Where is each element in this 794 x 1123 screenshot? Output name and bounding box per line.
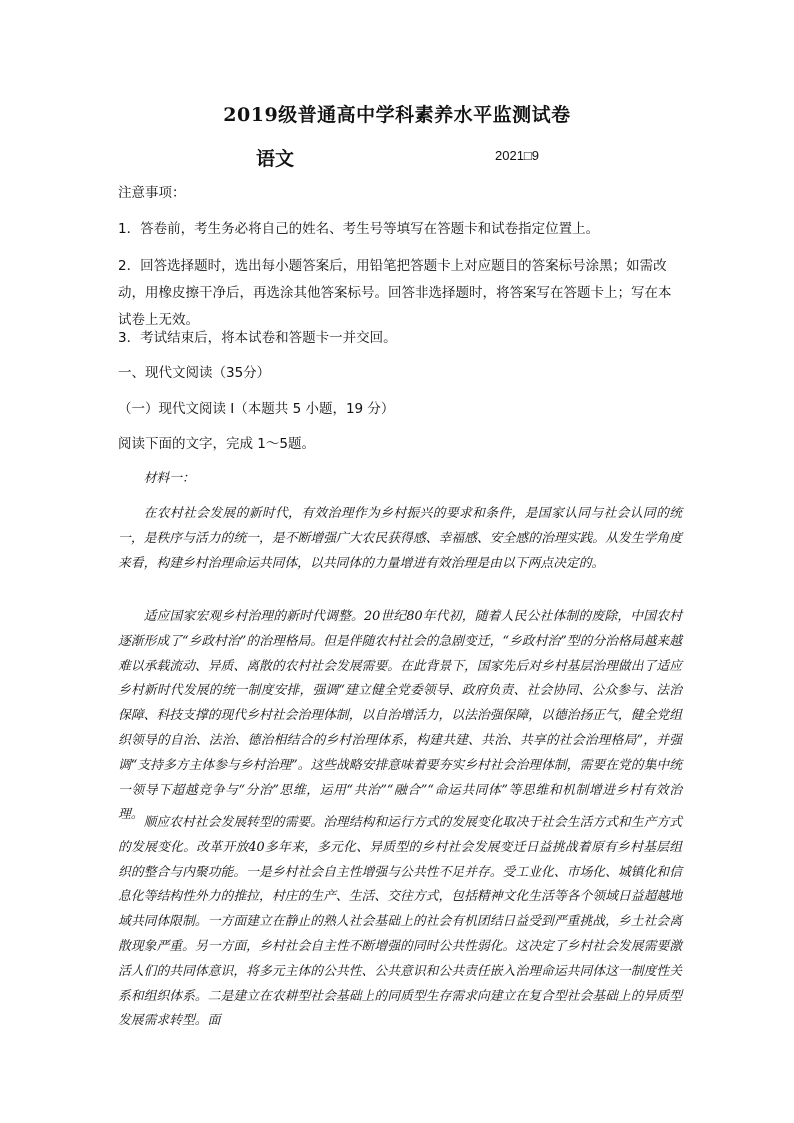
note-item-1: 1．答卷前，考生务必将自己的姓名、考生号等填写在答题卡和试卷指定位置上。 [118,221,600,237]
material-paragraph: 适应国家宏观乡村治理的新时代调整。20世纪80年代初，随着人民公社体制的废除，中国农村逐渐形成了“乡政村治”的治理格局。但是伴随农村社会的急剧变迁，“乡政村治”型的分治格局越来越难以承载流动、异质、离散的农村社会发展需要。在此背景下，国家先后对乡村基层治理做出了适应乡村新时代发展的统一制度安排，强调“建立健全党委领导、政府负责、社会协同、公众参与、法治保障、科技支撑的现代乡村社会治理体制，以自治增活力，以法治强保障，以德治扬正气，健全党组织领导的自治、法治、德治相结合的乡村治理体系，构建共建、共治、共享的社会治理格局”，并强调“支持多方主体参与乡村治理”。这些战略安排意味着要夯实乡村社会治理体制，需要在党的集中统一领导下超越竞争与“分治”思维，运用“共治”“融合”“命运共同体”等思维和机制增进乡村有效治理。 [118,609,682,823]
note-item-3: 3．考试结束后，将本试卷和答题卡一并交回。 [118,330,397,346]
section-subtitle: （一）现代文阅读 I（本题共 5 小题，19 分） [118,401,395,417]
material-label: 材料一： [143,471,195,486]
exam-title: 2019级普通高中学科素养水平监测试卷 [223,104,571,126]
reading-instruction: 阅读下面的文字，完成 1～5题。 [118,436,315,452]
section-title: 一、现代文阅读（35分） [118,365,271,381]
subject-label: 语文 [256,148,295,170]
notes-heading: 注意事项： [118,185,186,201]
material-paragraph: 顺应农村社会发展转型的需要。治理结构和运行方式的发展变化取决于社会生活方式和生产方式的发展变化。改革开放40多年来，多元化、异质型的乡村社会发展变迁日益挑战着原有乡村基层组织的整合与内聚功能。一是乡村社会自主性增强与公共性不足并存。受工业化、市场化、城镇化和信息化等结构性外力的推拉，村庄的生产、生活、交往方式，包括精神文化生活等各个领域日益超越地域共同体限制。一方面建立在静止的熟人社会基础上的社会有机团结日益受到严重挑战，乡土社会离散现象严重。另一方面，乡村社会自主性不断增强的同时公共性弱化。这决定了乡村社会发展需要激活人们的共同体意识，将多元主体的公共性、公共意识和公共责任嵌入治理命运共同体这一制度性关系和组织体系。二是建立在农耕型社会基础上的同质型生存需求向建立在复合型社会基础上的异质型发展需求转型。面 [118,815,682,1029]
material-paragraph: 在农村社会发展的新时代，有效治理作为乡村振兴的要求和条件，是国家认同与社会认同的统一，是秩序与活力的统一，是不断增强广大农民获得感、幸福感、安全感的治理实践。从发生学角度来看，构建乡村治理命运共同体，以共同体的力量增进有效治理是由以下两点决定的。 [118,506,682,571]
note-item-2: 2．回答选择题时，选出每小题答案后，用铅笔把答题卡上对应题目的答案标号涂黑；如需改动，用橡皮擦干净后，再选涂其他答案标号。回答非选择题时，将答案写在答题卡上；写在本试卷上无效。 [118,258,672,328]
exam-date: 2021□9 [495,148,540,163]
